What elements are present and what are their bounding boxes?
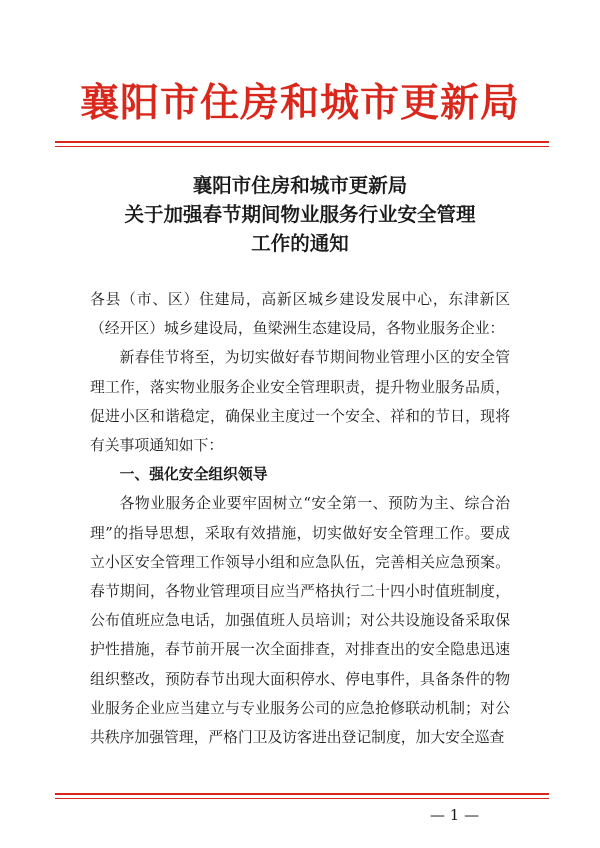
letterhead-rule-thin	[55, 146, 549, 147]
section-1-paragraph: 各物业服务企业要牢固树立“安全第一、预防为主、综合治理”的指导思想，采取有效措施，切实做好安全管理工作。要成立小区安全管理工作领导小组和应急队伍，完善相关应急预案。春节期间，各物业管理项目应当严格执行二十四小时值班制度，公布值班应急电话，加强值班人员培训；对公共设施设备采取保护性措施，春节前开展一次全面排查，对排查出的安全隐患迅速组织整改，预防春节出现大面积停水、停电事件，具备条件的物业服务企业应当建立与专业服务公司的应急抢修联动机制；对公共秩序加强管理，严格门卫及访客进出登记制度，加大安全巡查	[90, 495, 510, 747]
letterhead-rule-thick	[55, 141, 549, 143]
notice-title	[0, 171, 600, 258]
notice-title-line-2: 关于加强春节期间物业服务行业安全管理	[124, 203, 476, 226]
notice-title-line-1: 襄阳市住房和城市更新局	[192, 174, 408, 197]
salutation: 各县（市、区）住建局，高新区城乡建设发展中心，东津新区（经开区）城乡建设局，鱼梁洲生态建设局，各物业服务企业：	[90, 291, 510, 338]
intro-paragraph: 新春佳节将至，为切实做好春节期间物业管理小区的安全管理工作，落实物业服务企业安全管理职责，提升物业服务品质，促进小区和谐稳定，确保业主度过一个安全、祥和的节日，现将有关事项通知如下：	[90, 349, 510, 455]
footer-rule-thin	[55, 798, 549, 799]
notice-body	[90, 285, 510, 752]
page-number: — 1 —	[430, 806, 480, 824]
section-heading-1: 一、强化安全组织领导	[119, 466, 268, 484]
footer-rule-thick	[55, 793, 549, 795]
notice-title-line-3: 工作的通知	[251, 232, 349, 255]
letterhead-title: 襄阳市住房和城市更新局	[79, 80, 520, 126]
